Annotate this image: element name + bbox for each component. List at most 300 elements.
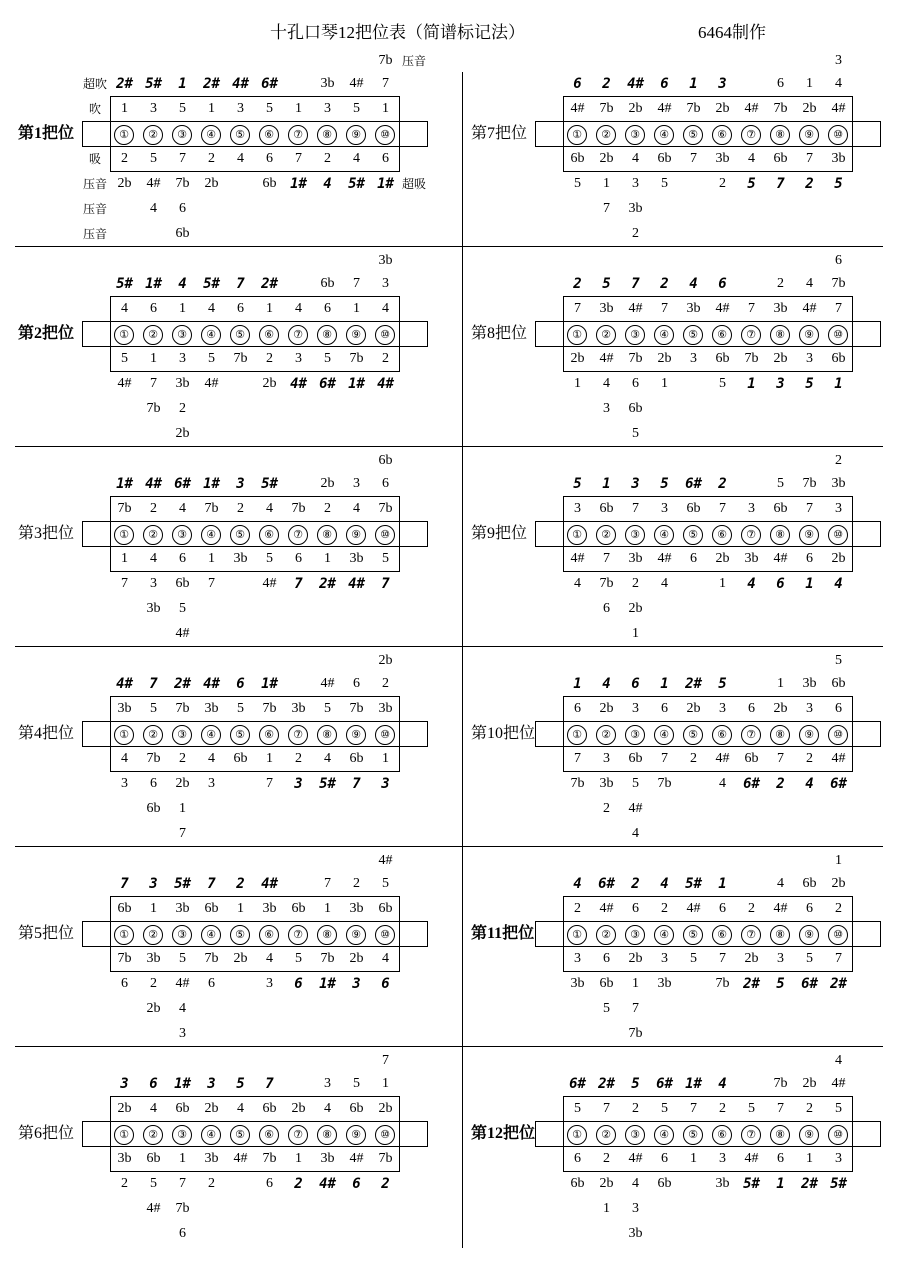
hole-number: ③ [625,525,645,545]
overblow-note: 5 [602,276,611,292]
blow-note: 3b [378,701,393,716]
overblow-note: 4# [145,476,162,492]
overblow-note: 6# [685,476,702,492]
hole-number: ⑥ [259,1125,279,1145]
blow-bend-note: 2b [320,476,335,491]
bend-note: 4 [719,776,726,791]
bend-note: 6 [208,976,215,991]
draw-note: 6 [777,1151,784,1166]
overblow-note: 5 [660,476,669,492]
draw-note: 6b [349,751,364,766]
hole-number: ⑦ [288,125,308,145]
draw-note: 2b [744,951,759,966]
blow-note: 3 [719,701,726,716]
blow-note: 6b [204,901,219,916]
hole-number: ⑩ [828,325,848,345]
bend-note: 1 [719,576,726,591]
bend-note: 4 [179,1001,186,1016]
overdraw-note: 7 [776,176,785,192]
hole-number: ① [567,325,587,345]
bend-note: 7b [599,576,614,591]
blow-bend-note: 6 [382,476,389,491]
blow-note: 4 [353,501,360,516]
hole-number: ⑤ [683,925,703,945]
bend-note: 2b [262,376,277,391]
hole-number: ⑩ [828,1125,848,1145]
draw-note: 5 [266,551,273,566]
hole-number: ② [143,525,163,545]
overdraw-note: 6 [776,576,785,592]
blow-bend-note: 7 [324,876,331,891]
hole-number: ⑨ [799,525,819,545]
blow-note: 1 [324,901,331,916]
bend-note: 6 [632,376,639,391]
position-label: 第9把位 [471,525,528,542]
bend-note: 7 [179,826,186,841]
blow-note: 3b [175,901,190,916]
blow-bend-note: 7b [802,476,817,491]
overblow-note: 5# [685,876,702,892]
bend-note: 2b [204,176,219,191]
hole-number: ⑨ [346,925,366,945]
overdraw-note: 5 [805,376,814,392]
bend-note: 7b [628,1026,643,1041]
hole-number: ⑩ [828,125,848,145]
draw-note: 3 [661,951,668,966]
label-bend: 压音 [82,202,107,216]
hole-number: ① [114,725,134,745]
hole-number: ② [596,125,616,145]
blow-bend-note: 6 [353,676,360,691]
hole-number: ⑧ [770,725,790,745]
label-blow: 吹 [88,102,101,116]
bend-note: 3 [603,401,610,416]
bend-note: 4 [574,576,581,591]
position-label: 第8把位 [471,325,528,342]
blow-bend-note: 2 [382,676,389,691]
bend-note: 5 [661,176,668,191]
hole-number: ⑥ [712,325,732,345]
hole-number: ① [567,725,587,745]
blow-bend-note: 5 [777,476,784,491]
overdraw-note: 1# [348,376,365,392]
draw-note: 7 [179,151,186,166]
hole-number: ③ [172,1125,192,1145]
overblow-note: 3 [236,476,245,492]
section-divider [15,246,883,247]
position-label: 第2把位 [18,325,75,342]
position-label: 第7把位 [471,125,528,142]
bend-note: 3 [208,776,215,791]
blow-note: 5 [748,1101,755,1116]
overblow-note: 6 [660,76,669,92]
blow-note: 7b [204,501,219,516]
hole-number: ⑨ [346,325,366,345]
blow-note: 3 [661,501,668,516]
position-label: 第10把位 [471,725,536,742]
overdraw-note: 5# [319,776,336,792]
bend-note: 6b [175,576,190,591]
draw-note: 2b [349,951,364,966]
draw-note: 2 [179,751,186,766]
hole-number: ④ [201,325,221,345]
overblow-note: 2 [236,876,245,892]
draw-note: 7b [233,351,248,366]
bend-note: 7b [657,776,672,791]
blow-note: 6 [719,901,726,916]
draw-note: 2b [831,551,846,566]
blow-note: 2b [715,101,730,116]
blow-note: 3 [150,101,157,116]
hole-number: ⑧ [317,525,337,545]
draw-note: 6b [233,751,248,766]
hole-number: ① [114,1125,134,1145]
draw-note: 6b [715,351,730,366]
hole-number: ⑨ [346,125,366,145]
blow-note: 3b [599,301,614,316]
overdraw-note: 6# [319,376,336,392]
overdraw-note: 4# [290,376,307,392]
overdraw-note: 5# [743,1176,760,1192]
hole-number: ⑩ [375,325,395,345]
hole-number: ③ [172,525,192,545]
overdraw-note: 6 [294,976,303,992]
overblow-note: 1 [178,76,187,92]
draw-note: 6 [295,551,302,566]
overblow-note: 1# [116,476,133,492]
overblow-note: 3 [149,876,158,892]
blow-note: 6 [237,301,244,316]
blow-note: 6 [835,701,842,716]
blow-note: 6 [324,301,331,316]
section-divider [15,1046,883,1047]
bend-note: 4# [146,1201,161,1216]
hole-number: ③ [625,125,645,145]
hole-number: ⑧ [770,925,790,945]
bend-note: 6 [179,201,186,216]
draw-note: 5 [208,351,215,366]
hole-number: ⑨ [799,125,819,145]
draw-note: 6b [831,351,846,366]
blow-note: 4# [599,901,614,916]
draw-note: 7b [744,351,759,366]
bend-note: 3b [628,201,643,216]
hole-number: ② [596,525,616,545]
overdraw-note: 4 [805,776,814,792]
blow-note: 7b [686,101,701,116]
hole-number: ⑦ [741,725,761,745]
overdraw-note: 2 [776,776,785,792]
bend-note: 6b [599,976,614,991]
overdraw-note: 4# [348,576,365,592]
blow-note: 6 [632,901,639,916]
bend-note: 5 [719,376,726,391]
draw-note: 3b [233,551,248,566]
overblow-note: 7 [207,876,216,892]
overblow-note: 7 [631,276,640,292]
draw-note: 1 [382,751,389,766]
overblow-note: 2 [602,76,611,92]
draw-note: 3 [835,1151,842,1166]
bend-note: 5 [603,1001,610,1016]
blow-note: 5 [353,101,360,116]
draw-note: 5 [324,351,331,366]
overblow-note: 2# [598,1076,615,1092]
draw-note: 2 [208,151,215,166]
blow-note: 6b [773,501,788,516]
bend-note: 4# [175,976,190,991]
draw-note: 4 [324,751,331,766]
blow-note: 6 [806,901,813,916]
hole-number: ④ [201,125,221,145]
blow-bend-note: 7 [382,1053,389,1068]
bend-note: 6b [146,801,161,816]
draw-note: 3b [349,551,364,566]
blow-note: 3 [835,501,842,516]
column-divider [462,72,463,1248]
overdraw-note: 3 [776,376,785,392]
bend-note: 6b [262,176,277,191]
hole-number: ④ [654,525,674,545]
blow-note: 3 [806,701,813,716]
draw-note: 1 [150,351,157,366]
bend-note: 3b [599,776,614,791]
overblow-note: 5 [718,676,727,692]
draw-note: 6b [657,151,672,166]
blow-bend-note: 6 [835,253,842,268]
draw-note: 2 [382,351,389,366]
overdraw-note: 1# [377,176,394,192]
blow-note: 4 [179,501,186,516]
overblow-note: 2# [203,76,220,92]
draw-note: 6 [179,551,186,566]
hole-number: ② [596,925,616,945]
draw-note: 7 [661,751,668,766]
bend-note: 3b [715,1176,730,1191]
hole-number: ③ [172,725,192,745]
draw-note: 7b [378,1151,393,1166]
section-divider [15,846,883,847]
hole-number: ⑤ [683,725,703,745]
overblow-note: 6 [631,676,640,692]
draw-note: 7b [146,751,161,766]
draw-note: 2 [603,1151,610,1166]
hole-number: ④ [201,925,221,945]
overblow-note: 4 [718,1076,727,1092]
overblow-note: 1 [660,676,669,692]
bend-note: 1 [179,801,186,816]
blow-bend-note: 7 [382,76,389,91]
blow-bend-note: 6b [831,676,846,691]
blow-bend-note: 6b [320,276,335,291]
blow-note: 2 [574,901,581,916]
section-divider [15,646,883,647]
draw-note: 6b [146,1151,161,1166]
overblow-note: 2 [718,476,727,492]
draw-note: 5 [121,351,128,366]
bend-note: 3b [175,376,190,391]
overblow-note: 6# [598,876,615,892]
blow-note: 1 [237,901,244,916]
blow-bend-note: 7b [773,1076,788,1091]
blow-bend-note: 3 [382,276,389,291]
blow-note: 7 [690,1101,697,1116]
draw-note: 6 [661,1151,668,1166]
overblow-note: 3 [120,1076,129,1092]
draw-note: 4# [233,1151,248,1166]
overblow-note: 6# [261,76,278,92]
hole-number: ⑩ [375,925,395,945]
blow-note: 3b [773,301,788,316]
hole-number: ④ [654,325,674,345]
hole-number: ⑦ [288,525,308,545]
draw-note: 4# [599,351,614,366]
overblow-note: 1# [174,1076,191,1092]
overdraw-note: 6# [801,976,818,992]
bend-note: 6 [603,601,610,616]
page-title: 十孔口琴12把位表（简谱标记法） [270,23,525,42]
bend-note: 5 [150,1176,157,1191]
hole-number: ② [596,325,616,345]
bend-note: 2b [599,1176,614,1191]
draw-note: 2 [266,351,273,366]
blow-note: 5 [661,1101,668,1116]
overdraw-note: 5 [834,176,843,192]
overblow-note: 4# [627,76,644,92]
blow-note: 7b [599,101,614,116]
blow-bend-note: 5 [382,876,389,891]
blow-note: 6b [117,901,132,916]
blow-note: 3 [324,101,331,116]
blow-note: 5 [324,701,331,716]
overblow-note: 5# [116,276,133,292]
blow-bend-note: 2 [353,876,360,891]
blow-note: 7b [378,501,393,516]
section-divider [15,446,883,447]
hole-number: ⑧ [770,1125,790,1145]
bend-note: 4# [262,576,277,591]
bend-note: 3 [266,976,273,991]
hole-number: ⑧ [317,125,337,145]
draw-note: 7 [777,751,784,766]
bend-note: 3b [628,1226,643,1241]
draw-note: 2 [295,751,302,766]
blow-note: 7b [773,101,788,116]
overblow-note: 7 [120,876,129,892]
overdraw-note: 5 [747,176,756,192]
bend-note: 4 [661,576,668,591]
hole-number: ⑦ [741,325,761,345]
blow-bend-note: 4# [378,853,393,868]
bend-note: 4# [628,801,643,816]
bend-note: 4 [603,376,610,391]
hole-number: ⑩ [375,525,395,545]
overblow-note: 4# [261,876,278,892]
hole-number: ① [567,125,587,145]
overblow-note: 4 [689,276,698,292]
bend-note: 7 [266,776,273,791]
blow-note: 6b [378,901,393,916]
blow-note: 3b [262,901,277,916]
hole-number: ⑧ [317,325,337,345]
blow-note: 7 [835,301,842,316]
blow-bend-note: 1 [835,853,842,868]
blow-note: 2b [291,1101,306,1116]
blow-note: 2b [599,701,614,716]
overblow-note: 6 [236,676,245,692]
overdraw-note: 1 [834,376,843,392]
draw-note: 1 [295,1151,302,1166]
draw-note: 4 [266,951,273,966]
position-label: 第4把位 [18,725,75,742]
overdraw-note: 1 [805,576,814,592]
blow-bend-note: 3 [324,1076,331,1091]
hole-number: ③ [625,725,645,745]
hole-number: ⑥ [259,525,279,545]
draw-note: 5 [295,951,302,966]
blow-note: 3 [632,701,639,716]
bend-note: 3 [121,776,128,791]
blow-bend-note: 6 [777,76,784,91]
hole-number: ⑤ [683,1125,703,1145]
draw-note: 7b [349,351,364,366]
blow-note: 7 [574,301,581,316]
draw-note: 3 [806,351,813,366]
bend-note: 2b [146,1001,161,1016]
bend-note: 2b [175,426,190,441]
overblow-note: 4 [178,276,187,292]
hole-number: ⑦ [741,525,761,545]
bend-note: 7 [150,376,157,391]
bend-note: 5 [179,601,186,616]
blow-note: 3b [349,901,364,916]
bend-note: 3 [150,576,157,591]
bend-note: 7 [208,576,215,591]
draw-note: 7 [719,951,726,966]
draw-note: 7 [690,151,697,166]
bend-note: 1 [661,376,668,391]
draw-note: 4# [773,551,788,566]
hole-number: ④ [201,525,221,545]
position-label: 第12把位 [471,1125,536,1142]
draw-note: 1 [806,1151,813,1166]
overdraw-note: 6 [381,976,390,992]
blow-note: 4 [150,1101,157,1116]
draw-note: 3 [719,1151,726,1166]
hole-number: ⑨ [346,525,366,545]
author-credit: 6464制作 [698,23,766,42]
draw-note: 7 [574,751,581,766]
bend-note: 7b [570,776,585,791]
blow-note: 6 [574,701,581,716]
blow-note: 2 [324,501,331,516]
blow-bend-note: 1 [806,76,813,91]
blow-bend-note: 4# [831,1076,846,1091]
blow-note: 4# [628,301,643,316]
draw-note: 5 [150,151,157,166]
hole-number: ⑥ [259,725,279,745]
blow-bend-note: 2 [777,276,784,291]
draw-note: 4 [150,551,157,566]
hole-number: ⑧ [770,325,790,345]
hole-number: ① [567,1125,587,1145]
blow-note: 7 [719,501,726,516]
bend-note: 2 [719,176,726,191]
blow-note: 4 [266,501,273,516]
blow-note: 7 [806,501,813,516]
blow-bend-note: 3b [802,676,817,691]
bend-note: 3b [570,976,585,991]
